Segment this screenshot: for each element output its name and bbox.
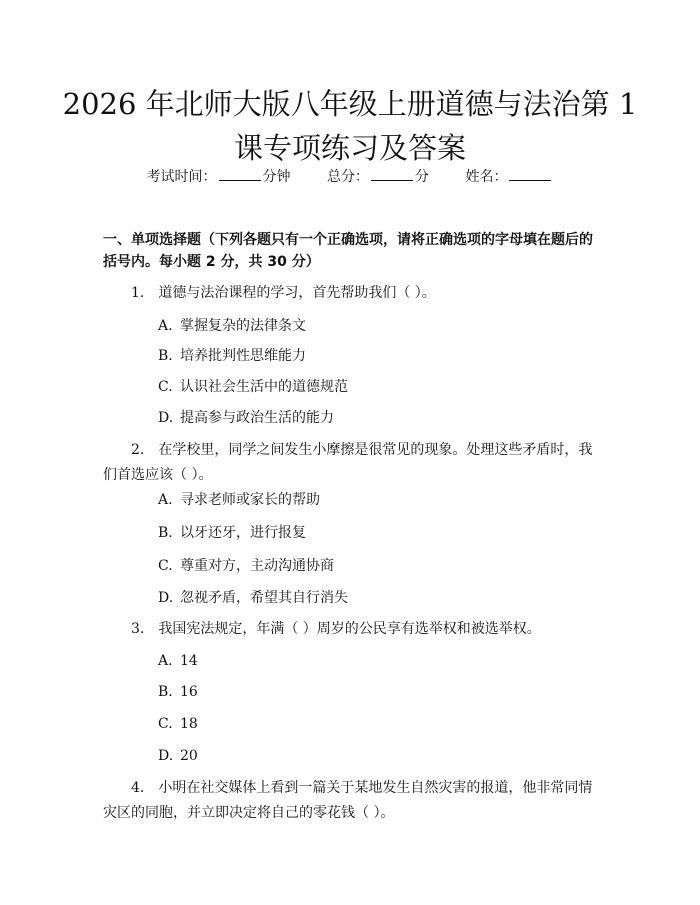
question-2-option-c — [158, 555, 334, 577]
option-text: 以牙还牙，进行报复 — [180, 525, 306, 541]
option-letter: B. — [158, 525, 173, 541]
option-letter: C. — [158, 716, 173, 732]
option-letter: B. — [158, 684, 173, 700]
question-number: 2. — [131, 442, 145, 458]
option-letter: B. — [158, 348, 173, 364]
option-letter: D. — [158, 410, 174, 426]
exam-time — [147, 166, 291, 188]
question-text: 在学校里，同学之间发生小摩擦是很常见的现象。处理这些矛盾时，我们首选应该（ ）。 — [103, 442, 593, 483]
question-3 — [103, 617, 600, 642]
question-2-option-d — [158, 587, 348, 609]
option-text: 寻求老师或家长的帮助 — [180, 492, 320, 508]
option-text: 14 — [180, 653, 198, 669]
student-name-blank — [509, 166, 551, 181]
section-header: 一、单项选择题（下列各题只有一个正确选项，请将正确选项的字母填在题后的括号内。每小题 2 分，共 30 分） — [103, 232, 593, 270]
option-text: 尊重对方，主动沟通协商 — [180, 558, 334, 574]
question-1-option-c — [158, 376, 348, 398]
option-letter: A. — [158, 653, 173, 669]
exam-time-label: 考试时间： — [146, 169, 217, 185]
option-text: 18 — [180, 716, 198, 732]
question-1-option-a — [158, 315, 306, 337]
question-3-option-c — [158, 713, 198, 735]
option-text: 16 — [180, 684, 198, 700]
student-name-label: 姓名： — [465, 169, 508, 185]
question-3-option-a — [158, 650, 198, 672]
question-number: 4. — [131, 780, 145, 796]
question-2-option-a — [158, 489, 320, 511]
option-text: 忽视矛盾，希望其自行消失 — [180, 590, 348, 606]
question-3-option-b — [158, 681, 198, 703]
question-number: 3. — [131, 621, 145, 637]
title-line-1: 2026 年北师大版八年级上册道德与法治第 1 — [62, 87, 638, 121]
total-score — [327, 166, 429, 188]
question-2-option-b — [158, 522, 306, 544]
option-text: 认识社会生活中的道德规范 — [180, 379, 348, 395]
question-text: 我国宪法规定，年满（ ）周岁的公民享有选举权和被选举权。 — [158, 621, 541, 637]
question-number: 1. — [131, 285, 145, 301]
option-text: 提高参与政治生活的能力 — [180, 410, 334, 426]
total-score-blank — [371, 166, 413, 181]
exam-info-line — [0, 166, 700, 188]
option-letter: C. — [158, 379, 173, 395]
option-text: 培养批判性思维能力 — [180, 348, 306, 364]
question-1 — [103, 281, 600, 306]
exam-time-unit: 分钟 — [262, 169, 291, 185]
page-title — [0, 82, 700, 170]
question-4 — [103, 776, 600, 826]
option-letter: A. — [158, 318, 173, 334]
option-letter: D. — [158, 590, 174, 606]
question-1-option-d — [158, 407, 334, 429]
question-text: 道德与法治课程的学习，首先帮助我们（ ）。 — [158, 285, 436, 301]
option-text: 20 — [180, 748, 198, 764]
question-text: 小明在社交媒体上看到一篇关于某地发生自然灾害的报道，他非常同情灾区的同胞，并立即决定将自己的零花钱（ ）。 — [103, 780, 593, 821]
option-letter: C. — [158, 558, 173, 574]
question-2 — [103, 438, 600, 488]
question-3-option-d — [158, 745, 198, 767]
title-line-2: 课专项练习及答案 — [233, 131, 466, 165]
student-name — [465, 166, 553, 188]
exam-time-blank — [219, 166, 261, 181]
total-score-label: 总分： — [327, 169, 369, 185]
option-letter: A. — [158, 492, 173, 508]
option-letter: D. — [158, 748, 174, 764]
question-1-option-b — [158, 345, 306, 367]
total-score-unit: 分 — [415, 169, 429, 185]
option-text: 掌握复杂的法律条文 — [180, 318, 306, 334]
